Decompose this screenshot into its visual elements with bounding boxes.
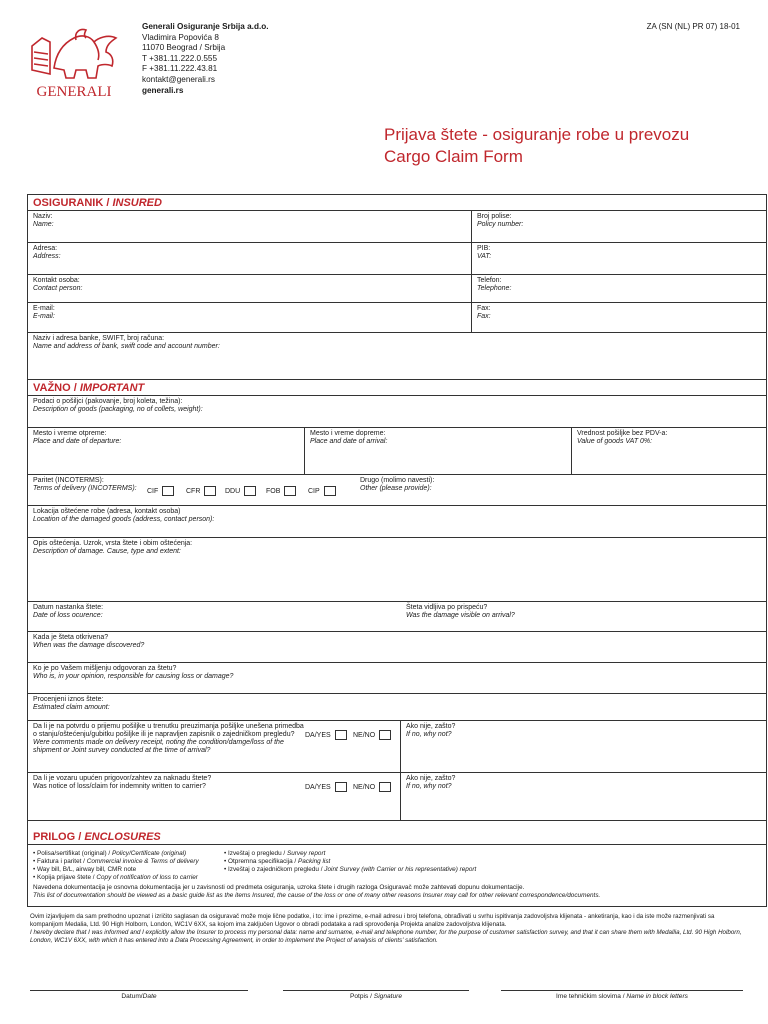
signature-line[interactable] <box>283 990 469 991</box>
checkbox-ddu[interactable] <box>244 486 256 496</box>
checkbox-yes-carrier[interactable] <box>335 782 347 792</box>
option-cfr[interactable]: CFR <box>186 486 216 496</box>
field-telephone[interactable]: Telefon: Telephone: <box>471 275 768 302</box>
field-loss-date[interactable]: Datum nastanka štete: Date of loss ocurence: <box>33 604 104 619</box>
incoterms-label: Paritet (INCOTERMS): Terms of delivery (INCOTERMS): <box>33 477 137 492</box>
option-fob[interactable]: FOB <box>266 486 296 496</box>
enclosure-item: • Otpremna specifikacija / Packing list <box>224 858 331 865</box>
company-street: Vladimira Popovića 8 <box>142 32 219 42</box>
enclosure-item: • Way bill, B/L, airway bill, CMR note <box>33 866 137 873</box>
form-title-sr: Prijava štete - osiguranje robe u prevozu <box>384 125 690 144</box>
option-no-carrier[interactable]: NE/NO <box>353 782 391 792</box>
checkbox-cfr[interactable] <box>204 486 216 496</box>
row-name-policy <box>28 211 766 243</box>
checkbox-cip[interactable] <box>324 486 336 496</box>
row-carrier-notice <box>28 773 766 821</box>
checkbox-fob[interactable] <box>284 486 296 496</box>
option-yes-carrier[interactable]: DA/YES <box>305 782 347 792</box>
enclosure-item: • Polisa/sertifikat (original) / Policy/Certificate (original) <box>33 850 187 857</box>
field-goods-description[interactable]: Podaci o pošiljci (pakovanje, broj koleta, težina): Description of goods (packaging, no of collets, weight): <box>28 396 766 428</box>
signature-label: Potpis / Signature <box>349 993 403 1000</box>
row-delivery-comments <box>28 721 766 773</box>
field-damage-visible[interactable]: Šteta vidljiva po prispeću? Was the damage visible on arrival? <box>406 604 515 619</box>
option-yes-comments[interactable]: DA/YES <box>305 730 347 740</box>
field-responsible-party[interactable]: Ko je po Vašem mišljenju odgovoran za štetu? Who is, in your opinion, responsible for causing loss or damage? <box>28 663 766 694</box>
field-email[interactable]: E-mail: E-mail: <box>33 305 55 320</box>
row-contact-phone <box>28 275 766 303</box>
field-other-terms[interactable]: Drugo (molimo navesti): Other (please provide): <box>360 477 435 492</box>
company-name: Generali Osiguranje Srbija a.d.o. <box>142 22 269 31</box>
checkbox-yes-comments[interactable] <box>335 730 347 740</box>
consent-statement: Ovim izjavljujem da sam prethodno upoznat i izričito saglasan da osiguravač može moje lične podatke, i to: ime i prezime, e-mail adresu i broj telefona, obrađivati u svrhu ispitivanja zadovoljstva klijenata - anketiranja, kao i da iste može razmenjivati sa kompanijom Medalia, Ltd. 90 High Holborn, London, WC1V 6XX, sa kojom ima zaključen Ugovor o obradi podataka a radi sprovođenja Projekta analize zadovoljstva klijenata. I hereby declare that I was informed and I explicitly allow the Insurer to process my personal data: name and surname, e-mail and telephone number, for the purpose of customer satisfaction survey, and that it can share them with Medallia, Ltd. 90 High Holborn, London, WC1V 6XX, with which it has entered into a Data Processing Agreement, in order to implement the Project of analysis of clients' satisfaction. <box>30 913 742 944</box>
row-email-fax <box>28 303 766 333</box>
field-goods-value[interactable]: Vrednost pošiljke bez PDV-a: Value of goods VAT 0%: <box>571 428 768 474</box>
company-web[interactable]: generali.rs <box>142 85 184 95</box>
claim-form <box>27 194 767 907</box>
form-title <box>384 124 689 168</box>
date-signature-line[interactable] <box>30 990 248 991</box>
row-loss-date-visible <box>28 602 766 632</box>
checkbox-no-comments[interactable] <box>379 730 391 740</box>
enclosure-item: • Faktura i paritet / Commercial invoice & Terms of delivery <box>33 858 199 865</box>
field-why-not-carrier[interactable]: Ako nije, zašto? If no, why not? <box>400 773 768 820</box>
field-name[interactable]: Naziv: Name: <box>33 213 54 228</box>
svg-text:GENERALI: GENERALI <box>36 84 112 100</box>
section-important-heading: VAŽNO / IMPORTANT <box>28 380 766 396</box>
field-departure[interactable]: Mesto i vreme otpreme: Place and date of departure: <box>33 430 122 445</box>
checkbox-no-carrier[interactable] <box>379 782 391 792</box>
enclosure-item: • Kopija prijave štete / Copy of notification of loss to carrier <box>33 874 198 881</box>
section-enclosures-heading: PRILOG / ENCLOSURES <box>28 829 766 845</box>
field-policy-number[interactable]: Broj polise: Policy number: <box>471 211 768 242</box>
option-cif[interactable]: CIF <box>147 486 174 496</box>
date-label: Datum/Date <box>121 993 157 1000</box>
form-code: ZA (SN (NL) PR 07) 18-01 <box>646 22 740 31</box>
field-estimated-amount[interactable]: Procenjeni iznos štete: Estimated claim amount: <box>28 694 766 721</box>
row-departure-arrival-value <box>28 428 766 475</box>
field-damaged-goods-location[interactable]: Lokacija oštećene robe (adresa, kontakt osoba) Location of the damaged goods (address, contact person): <box>28 506 766 538</box>
page-header <box>0 0 768 120</box>
option-cip[interactable]: CIP <box>308 486 336 496</box>
field-address[interactable]: Adresa: Address: <box>33 245 61 260</box>
company-fax: F +381.11.222.43.81 <box>142 64 218 74</box>
question-carrier-notice: Da li je vozaru upućen prigovor/zahtev za naknadu štete? Was notice of loss/claim for indemnity written to carrier? DA/YES NE/NO <box>28 773 400 820</box>
option-ddu[interactable]: DDU <box>225 486 256 496</box>
row-address-vat <box>28 243 766 275</box>
company-phone: T +381.11.222.0.555 <box>142 53 218 63</box>
enclosures-note: Navedena dokumentacija je osnovna dokumentacija jer u zavisnosti od predmeta osiguranja, uzroka štete i drugih razloga Osiguravač može zahtevati dopunu dokumentacije. This list of documentation should be viewed as a basic guide list as the items Insured, the cause of the loss or one of many other reasons Insurer may call for other relevant correspondence/documents. <box>33 884 601 899</box>
question-delivery-comments: Da li je na potvrdu o prijemu pošiljke u trenutku preuzimanja pošiljke unešena primedba o stanju/oštećenju/gubitku pošiljke ili je napravljen zapisnik o zajedničkom pregledu? Were comments made on delivery receipt, noting the condition/damge/loss of the shipment or Joint survey conducted at the time of arrival? DA/YES NE/NO <box>28 721 400 772</box>
company-email[interactable]: kontakt@generali.rs <box>142 74 215 84</box>
block-letters-name-line[interactable] <box>501 990 743 991</box>
company-address <box>142 22 269 96</box>
field-fax[interactable]: Fax: Fax: <box>471 303 768 332</box>
field-damage-description[interactable]: Opis oštećenja. Uzrok, vrsta štete i obim oštećenja: Description of damage. Cause, type and extent: <box>28 538 766 602</box>
form-title-en: Cargo Claim Form <box>384 147 523 166</box>
checkbox-cif[interactable] <box>162 486 174 496</box>
block-letters-name-label: Ime tehničkim slovima / Name in block letters <box>556 993 688 1000</box>
option-no-comments[interactable]: NE/NO <box>353 730 391 740</box>
enclosure-item: • Izveštaj o zajedničkom pregledu / Joint Survey (with Carrier or his representative) report <box>224 866 477 873</box>
section-insured-heading: OSIGURANIK / INSURED <box>28 195 766 211</box>
field-bank-details[interactable]: Naziv i adresa banke, SWIFT, broj računa: Name and address of bank, swift code and account number: <box>28 333 766 380</box>
row-incoterms <box>28 475 766 506</box>
generali-lion-logo <box>24 24 124 100</box>
enclosure-item: • Izveštaj o pregledu / Survey report <box>224 850 326 857</box>
company-city: 11070 Beograd / Srbija <box>142 43 226 53</box>
field-damage-discovered[interactable]: Kada je šteta otkrivena? When was the damage discovered? <box>28 632 766 663</box>
field-arrival[interactable]: Mesto i vreme dopreme: Place and date of arrival: <box>304 428 571 474</box>
field-contact-person[interactable]: Kontakt osoba: Contact person: <box>33 277 83 292</box>
field-why-not-comments[interactable]: Ako nije, zašto? If no, why not? <box>400 721 768 772</box>
field-vat[interactable]: PIB: VAT: <box>471 243 768 274</box>
